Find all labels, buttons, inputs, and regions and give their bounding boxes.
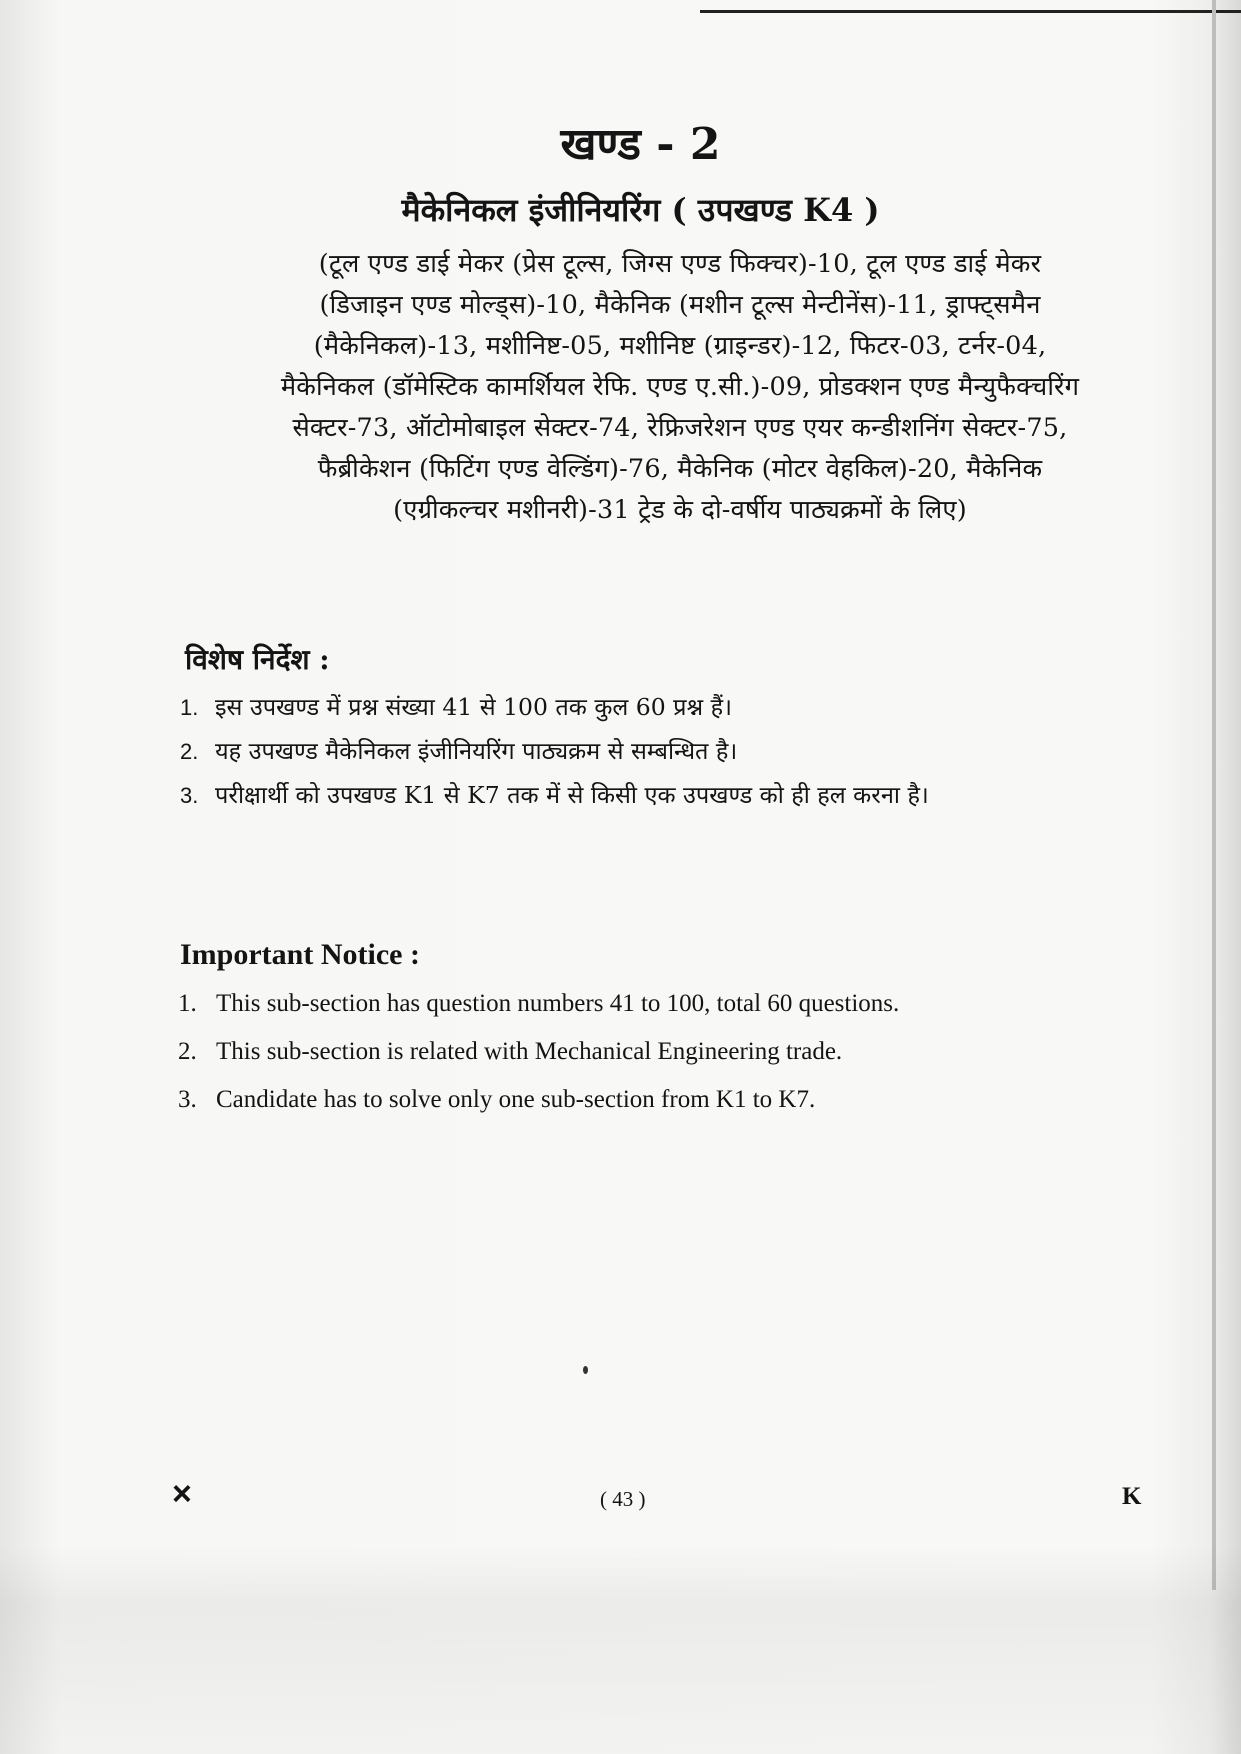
trades-paragraph xyxy=(190,244,1170,531)
item-number: 2. xyxy=(178,1038,197,1065)
page-edge xyxy=(1212,0,1216,1590)
english-notice-heading: Important Notice : xyxy=(180,938,420,971)
trades-line: सेक्टर-73, ऑटोमोबाइल सेक्टर-74, रेफ्रिजरेशन एण्ड एयर कन्डीशनिंग सेक्टर-75, xyxy=(292,413,1068,443)
item-text: यह उपखण्ड मैकेनिकल इंजीनियरिंग पाठ्यक्रम से सम्बन्धित है। xyxy=(215,737,738,765)
item-number: 3. xyxy=(180,783,199,808)
item-number: 1. xyxy=(178,990,197,1017)
item-text: इस उपखण्ड में प्रश्न संख्या 41 से 100 तक कुल 60 प्रश्न हैं। xyxy=(215,693,732,721)
page-number: ( 43 ) xyxy=(600,1487,646,1511)
item-number: 3. xyxy=(178,1086,197,1113)
item-text: परीक्षार्थी को उपखण्ड K1 से K7 तक में से किसी एक उपखण्ड को ही हल करना है। xyxy=(215,781,929,809)
item-number: 1. xyxy=(180,695,199,720)
trades-line: (मैकेनिकल)-13, मशीनिष्ट-05, मशीनिष्ट (ग्राइन्डर)-12, फिटर-03, टर्नर-04, xyxy=(313,331,1047,361)
english-notice-item xyxy=(178,990,899,1038)
hindi-notice-item xyxy=(180,734,929,778)
item-text: Candidate has to solve only one sub-section from K1 to K7. xyxy=(216,1086,816,1113)
trades-line: (एग्रीकल्चर मशीनरी)-31 ट्रेड के दो-वर्षीय पाठ्यक्रमों के लिए) xyxy=(393,495,967,525)
footer-cross-mark: × xyxy=(172,1475,192,1513)
section-title: खण्ड - 2 xyxy=(560,119,721,170)
trades-line: फैब्रीकेशन (फिटिंग एण्ड वेल्डिंग)-76, मैकेनिक (मोटर वेहकिल)-20, मैकेनिक xyxy=(317,454,1043,484)
item-text: This sub-section is related with Mechanical Engineering trade. xyxy=(216,1038,843,1065)
item-text: This sub-section has question numbers 41 to 100, total 60 questions. xyxy=(216,990,900,1017)
trades-line: (डिजाइन एण्ड मोल्ड्स)-10, मैकेनिक (मशीन टूल्स मेन्टीनेंस)-11, ड्राफ्ट्समैन xyxy=(319,290,1041,320)
top-rule xyxy=(700,10,1241,13)
sub-section-title: मैकेनिकल इंजीनियरिंग ( उपखण्ड K4 ) xyxy=(401,191,880,229)
series-code: K xyxy=(1122,1483,1142,1510)
hindi-notice-heading: विशेष निर्देश : xyxy=(185,643,330,676)
ink-speck xyxy=(583,1366,588,1374)
english-notice-item xyxy=(178,1086,899,1134)
hindi-notice-item xyxy=(180,690,929,734)
fold-shadow xyxy=(0,1545,1241,1754)
trades-line: (टूल एण्ड डाई मेकर (प्रेस टूल्स, जिग्स एण्ड फिक्चर)-10, टूल एण्ड डाई मेकर xyxy=(318,249,1042,279)
hindi-notice-list xyxy=(180,690,929,822)
english-notice-item xyxy=(178,1038,899,1086)
trades-line: मैकेनिकल (डॉमेस्टिक कामर्शियल रेफि. एण्ड ए.सी.)-09, प्रोडक्शन एण्ड मैन्युफैक्चरिंग xyxy=(280,372,1080,402)
hindi-notice-item xyxy=(180,778,929,822)
english-notice-list xyxy=(178,990,899,1134)
item-number: 2. xyxy=(180,739,199,764)
